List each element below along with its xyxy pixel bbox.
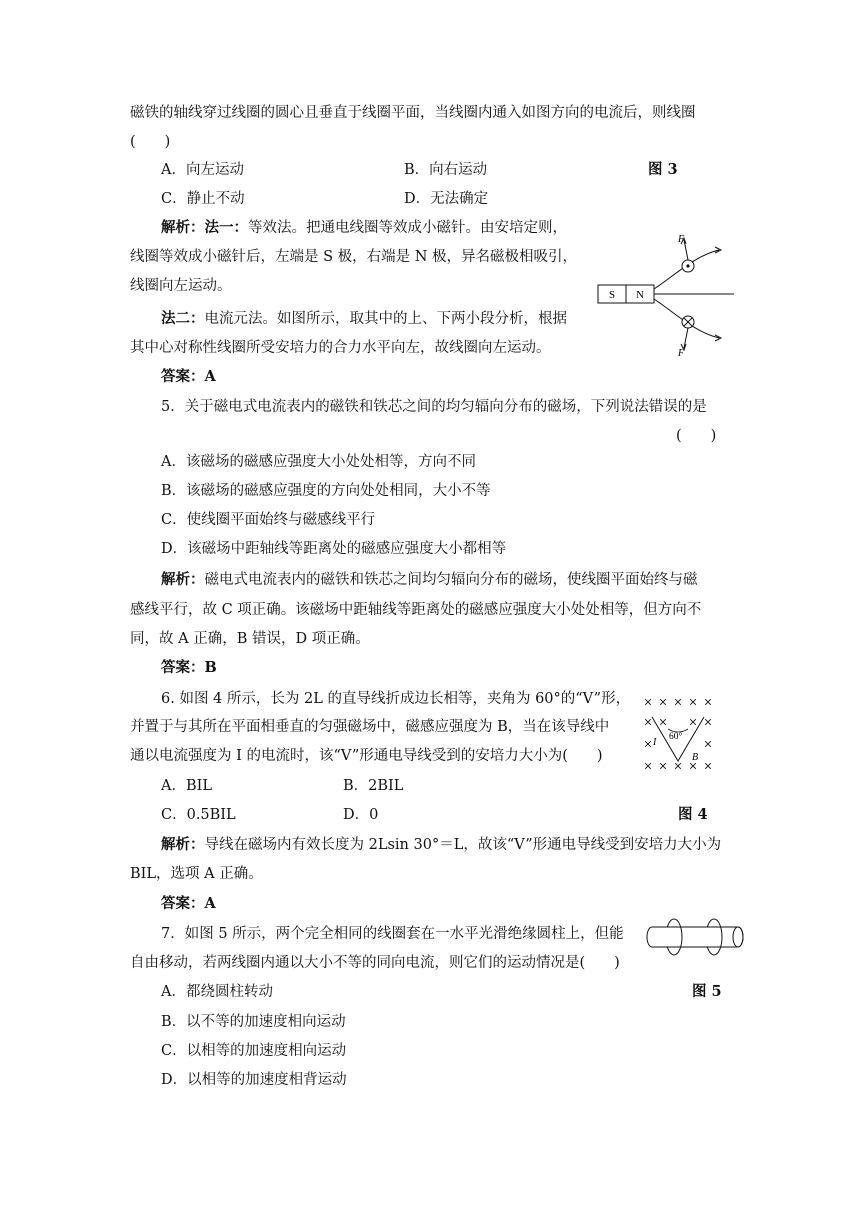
field-cross-icon (645, 763, 651, 769)
method1-label: 法一： (204, 219, 248, 236)
field-cross-icon (660, 763, 666, 769)
q4-analysis-line5: 其中心对称性线圈所受安培力的合力水平向左，故线圈向左运动。 (130, 340, 551, 356)
q4-option-b: B．向右运动 (404, 162, 488, 178)
insulating-cylinder (647, 927, 743, 947)
field-cross-icon (645, 699, 651, 705)
angle-label: 60° (669, 732, 683, 742)
q4-option-d: D．无法确定 (404, 191, 489, 207)
q4-option-c: C．静止不动 (161, 191, 245, 207)
method1-text: 等效法。把通电线圈等效成小磁针。由安培定则， (248, 220, 567, 236)
q4-stem-line1: 磁铁的轴线穿过线圈的圆心且垂直于线圈平面，当线圈内通入如图方向的电流后，则线圈 (130, 105, 696, 121)
force-bottom-label: F (678, 348, 685, 358)
analysis-lead: 解析： (161, 571, 205, 588)
q5-analysis-line3: 同，故 A 正确，B 错误，D 项正确。 (130, 631, 370, 647)
q7-stem-line1: 7．如图 5 所示，两个完全相同的线圈套在一水平光滑绝缘圆柱上，但能 (161, 926, 624, 942)
field-cross-icon (705, 763, 711, 769)
field-cross-icon (675, 763, 681, 769)
q4-analysis-line2: 线圈等效成小磁针后，左端是 S 极，右端是 N 极，异名磁极相吸引， (130, 249, 578, 265)
q7-stem-line2: 自由移动，若两线圈内通以大小不等的同向电流，则它们的运动情况是( ) (130, 955, 620, 971)
method2-label: 法二： (161, 310, 205, 327)
q4-option-a: A．向左运动 (161, 162, 244, 178)
analysis-lead: 解析： (161, 836, 205, 853)
q5-stem-line2: ( ) (676, 428, 717, 444)
q4-analysis-line4 (161, 309, 567, 329)
q5-stem-line1: 5．关于磁电式电流表内的磁铁和铁芯之间的均匀辐向分布的磁场，下列说法错误的是 (161, 399, 707, 415)
q7-option-d: D．以相等的加速度相背运动 (161, 1072, 347, 1088)
v-wire-field-figure (638, 693, 722, 775)
q6-option-a: A．BIL (161, 778, 212, 794)
pole-s-label: S (608, 289, 616, 301)
q5-analysis-line2: 感线平行，故 C 项正确。该磁场中距轴线等距离处的磁感应强度大小处处相等，但方向不 (130, 602, 702, 618)
q6-stem-line2: 并置于与其所在平面相垂直的匀强磁场中，磁感应强度为 B，当在该导线中 (130, 719, 610, 735)
field-cross-icon (690, 719, 696, 725)
field-cross-icon (660, 719, 666, 725)
q6-stem-line3: 通以电流强度为 I 的电流时，该“V”形通电导线受到的安培力大小为( ) (130, 748, 603, 764)
pole-n-label: N (636, 289, 644, 301)
q6-figure-label: 图 4 (678, 806, 708, 823)
q5-option-b: B．该磁场的磁感应强度的方向处处相同，大小不等 (161, 483, 491, 499)
q4-answer: 答案：A (161, 368, 216, 385)
q6-option-c: C．0.5BIL (161, 807, 236, 823)
q6-option-d: D．0 (343, 807, 379, 823)
magnet-coil-figure (594, 226, 740, 358)
q6-answer: 答案：A (161, 895, 216, 912)
current-label: I (653, 737, 657, 748)
q5-answer: 答案：B (161, 659, 217, 676)
q7-option-b: B．以不等的加速度相向运动 (161, 1014, 346, 1030)
field-cross-icon (705, 719, 711, 725)
q5-option-a: A．该磁场的磁感应强度大小处处相等，方向不同 (161, 454, 476, 470)
field-cross-icon (660, 699, 666, 705)
q5-option-c: C．使线圈平面始终与磁感线平行 (161, 512, 376, 528)
field-label: B (692, 752, 699, 763)
field-cross-icon (690, 699, 696, 705)
field-cross-icon (645, 741, 651, 747)
method2-text: 电流元法。如图所示，取其中的上、下两小段分析，根据 (204, 311, 567, 327)
field-cross-icon (645, 719, 651, 725)
q5-option-d: D．该磁场中距轴线等距离处的磁感应强度大小都相等 (161, 541, 507, 557)
q6-analysis-line2: BIL，选项 A 正确。 (130, 866, 263, 882)
q5-analysis-line1 (161, 570, 698, 590)
q4-analysis-line3: 线圈向左运动。 (130, 278, 232, 294)
field-cross-icon (705, 741, 711, 747)
analysis-text: 磁电式电流表内的磁铁和铁芯之间均匀辐向分布的磁场，使线圈平面始终与磁 (204, 572, 698, 588)
q6-analysis-line1 (161, 835, 721, 855)
q4-stem-line2: ( ) (130, 134, 171, 150)
field-cross-icon (705, 699, 711, 705)
force-top-label: F (678, 234, 685, 245)
q7-figure-label: 图 5 (692, 983, 722, 1000)
q7-option-c: C．以相等的加速度相向运动 (161, 1043, 347, 1059)
q4-analysis-line1 (161, 218, 567, 238)
field-cross-icon (675, 699, 681, 705)
field-cross-icon (690, 763, 696, 769)
analysis-text: 导线在磁场内有效长度为 2Lsin 30°＝L，故该“V”形通电导线受到安培力大小为 (204, 837, 722, 853)
q6-stem-line1: 6. 如图 4 所示，长为 2L 的直导线折成边长相等，夹角为 60°的“V”形， (161, 691, 631, 707)
coils-on-cylinder-figure (646, 915, 750, 957)
q7-option-a: A．都绕圆柱转动 (161, 984, 273, 1000)
q6-option-b: B．2BIL (343, 778, 404, 794)
analysis-lead: 解析： (161, 219, 205, 236)
q4-figure-label: 图 3 (648, 161, 678, 178)
